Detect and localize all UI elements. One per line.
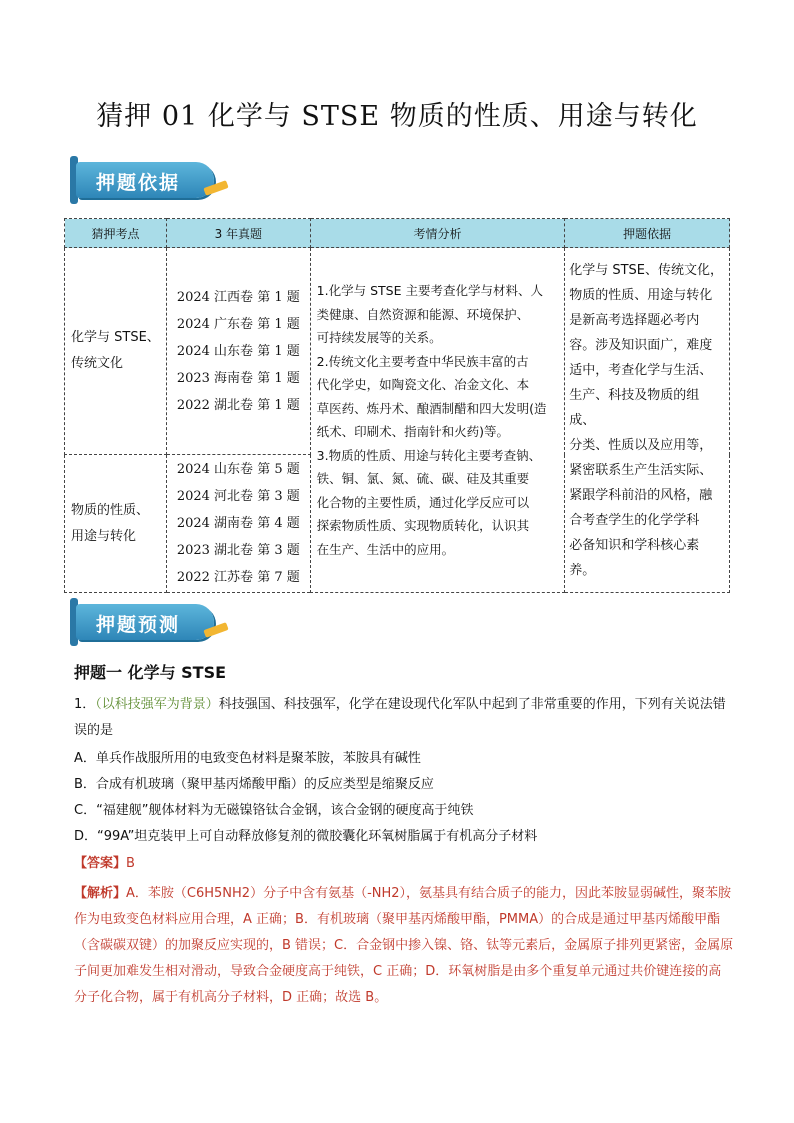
point-cell — [65, 248, 167, 455]
analysis-cell — [310, 248, 565, 593]
table-header-row — [65, 219, 730, 248]
header-cell: 3 年真题 — [166, 219, 310, 248]
exam-basis-table — [64, 218, 730, 593]
year-item: 2024 湖南卷 第 4 题 — [176, 516, 300, 531]
point-line: 物质的性质、 — [71, 502, 150, 518]
banner-basis-label: 押题依据 — [96, 172, 181, 194]
year-item: 2024 河北卷 第 3 题 — [176, 489, 300, 504]
explanation — [74, 881, 734, 1011]
explanation-text: A．苯胺（C6H5NH2）分子中含有氨基（-NH2），氨基具有结合质子的能力，因此苯胺显弱碱性，聚苯胺作为电致变色材料应用合理，A 正确；B．有机玻璃（聚甲基丙烯酸甲酯，PMMA）的合成是通过甲基丙烯酸甲酯（含碳碳双键）的加聚反应实现的，B 错误；C．合金钢中掺入镍、铬、钛等元素后，金属原子排列更紧密，金属原子间更加难发生相对滑动，导致合金硬度高于纯铁，C 正确；D．环氧树脂是由多个重复单元通过共价键连接的高分子化合物，属于有机高分子材料，D 正确；故选 B。 — [74, 886, 734, 1005]
analysis-line: 1.化学与 STSE 主要考查化学与材料、人 — [316, 283, 543, 298]
header-cell: 考情分析 — [310, 219, 565, 248]
option-d: D．“99A”坦克装甲上可自动释放修复剂的微胶囊化环氧树脂属于有机高分子材料 — [74, 829, 538, 844]
answer-value: B — [126, 856, 135, 871]
basis-line: 养。 — [569, 562, 596, 578]
option-b: B．合成有机玻璃（聚甲基丙烯酸甲酯）的反应类型是缩聚反应 — [74, 777, 434, 792]
banner-prediction — [70, 596, 230, 646]
basis-line: 紧跟学科前沿的风格，融 — [569, 487, 713, 503]
point-line: 化学与 STSE、 — [71, 330, 160, 345]
point-line: 传统文化 — [71, 356, 124, 371]
year-item: 2023 海南卷 第 1 题 — [176, 370, 300, 386]
basis-line: 物质的性质、用途与转化 — [569, 287, 713, 303]
analysis-line: 化合物的主要性质，通过化学反应可以 — [316, 494, 530, 510]
analysis-line: 探索物质性质、实现物质转化，认识其 — [316, 518, 530, 533]
analysis-line: 纸术、印刷术、指南针和火药)等。 — [316, 424, 510, 439]
analysis-line: 铁、铜、氯、氮、硫、碳、硅及其重要 — [316, 471, 530, 486]
basis-line: 适中，考查化学与生活、 — [569, 362, 713, 378]
year-item: 2024 山东卷 第 5 题 — [176, 462, 300, 477]
question-text: 科技强国、科技强军，化学在建设现代化军队中起到了非常重要的作用，下列有关说法错误的是 — [74, 697, 726, 738]
banner-prediction-label: 押题预测 — [96, 614, 181, 636]
point-line: 用途与转化 — [71, 528, 137, 544]
analysis-line: 代化学史，如陶瓷文化、冶金文化、本 — [316, 377, 530, 392]
explanation-label: 【解析】 — [74, 886, 127, 901]
question-number: 1． — [74, 697, 96, 712]
basis-line: 合考查学生的化学学科 — [569, 512, 700, 528]
analysis-line: 类健康、自然资源和能源、环境保护、 — [316, 306, 530, 322]
basis-line: 容。涉及知识面广，难度 — [569, 337, 713, 353]
year-item: 2022 江苏卷 第 7 题 — [176, 570, 300, 585]
analysis-line: 2.传统文化主要考查中华民族丰富的古 — [316, 353, 529, 369]
year-item: 2024 山东卷 第 1 题 — [176, 343, 300, 359]
year-item: 2022 湖北卷 第 1 题 — [176, 397, 300, 413]
basis-line: 是新高考选择题必考内 — [569, 312, 700, 328]
table-row — [65, 248, 730, 455]
analysis-line: 草医药、炼丹术、酿酒制醋和四大发明(造 — [316, 400, 547, 416]
year-item: 2024 广东卷 第 1 题 — [176, 316, 300, 332]
banner-basis — [70, 154, 230, 204]
basis-cell — [565, 248, 730, 593]
header-cell: 押题依据 — [565, 219, 730, 248]
question-tag: （以科技强军为背景） — [95, 697, 219, 712]
year-item: 2024 江西卷 第 1 题 — [176, 289, 300, 305]
basis-line: 紧密联系生产生活实际、 — [569, 462, 713, 478]
year-item: 2023 湖北卷 第 3 题 — [176, 543, 300, 558]
years-cell — [166, 248, 310, 455]
basis-line: 必备知识和学科核心素 — [569, 537, 700, 553]
answer-label: 【答案】 — [74, 856, 127, 871]
analysis-line: 在生产、生活中的应用。 — [316, 541, 455, 557]
basis-line: 化学与 STSE、传统文化， — [569, 262, 724, 278]
analysis-line: 可持续发展等的关系。 — [316, 330, 442, 345]
page-title: 猜押 01 化学与 STSE 物质的性质、用途与转化 — [96, 101, 698, 132]
section-title: 押题一 化学与 STSE — [74, 663, 227, 682]
basis-line: 分类、性质以及应用等， — [569, 437, 713, 453]
question-options — [74, 746, 734, 850]
basis-line: 生产、科技及物质的组成、 — [569, 387, 700, 428]
point-cell — [65, 455, 167, 593]
analysis-line: 3.物质的性质、用途与转化主要考查钠、 — [316, 447, 542, 463]
answer-line — [74, 851, 734, 877]
years-cell — [166, 455, 310, 593]
option-a: A．单兵作战服所用的电致变色材料是聚苯胺，苯胺具有碱性 — [74, 751, 421, 766]
question-stem — [74, 692, 734, 744]
option-c: C．“福建舰”舰体材料为无磁镍铬钛合金钢，该合金钢的硬度高于纯铁 — [74, 803, 474, 818]
header-cell: 猜押考点 — [65, 219, 167, 248]
